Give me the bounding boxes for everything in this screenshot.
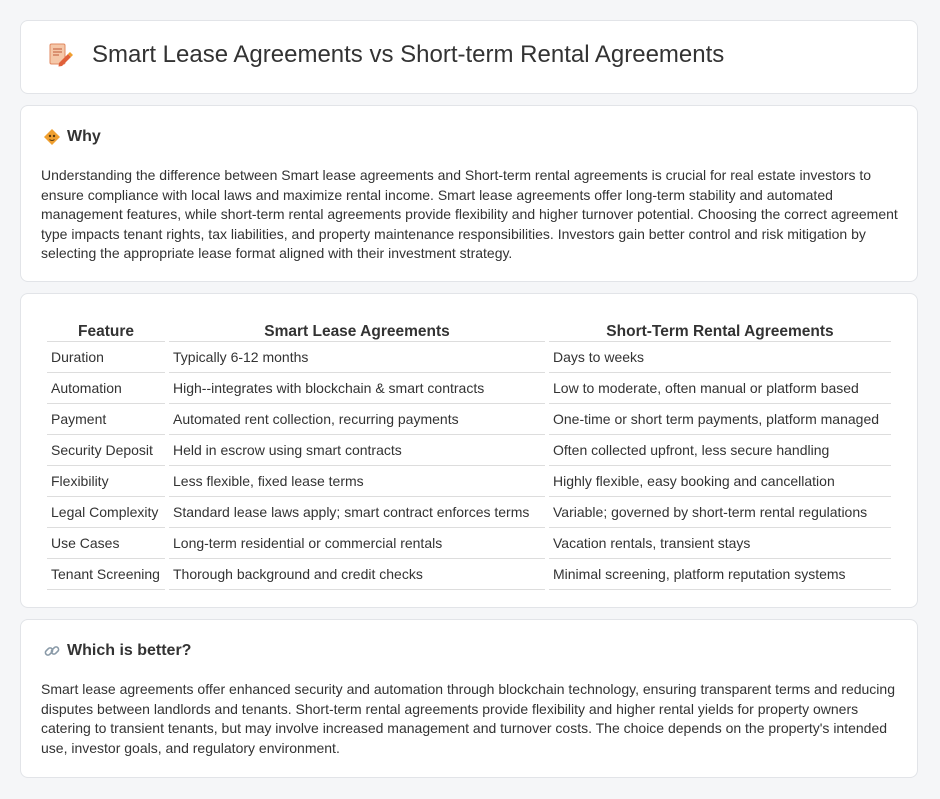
header-card <box>20 20 918 94</box>
short-term-cell: Highly flexible, easy booking and cancellation <box>549 466 891 497</box>
why-section <box>20 105 918 282</box>
header-short-term: Short-Term Rental Agreements <box>549 314 891 342</box>
which-is-better-section <box>20 619 918 778</box>
short-term-cell: Variable; governed by short-term rental regulations <box>549 497 891 528</box>
feature-cell: Tenant Screening <box>47 559 165 590</box>
page-title: Smart Lease Agreements vs Short-term Rental Agreements <box>92 41 725 68</box>
diamond-warning-icon <box>43 128 61 146</box>
document-edit-icon <box>45 41 73 69</box>
why-heading <box>43 128 101 146</box>
feature-cell: Payment <box>47 404 165 435</box>
header-smart-lease: Smart Lease Agreements <box>169 314 545 342</box>
link-icon <box>43 642 61 660</box>
better-title: Which is better? <box>67 642 192 659</box>
short-term-cell: Minimal screening, platform reputation systems <box>549 559 891 590</box>
table-row <box>47 497 891 528</box>
smart-lease-cell: Typically 6-12 months <box>169 342 545 373</box>
header-feature: Feature <box>47 314 165 342</box>
why-text: Understanding the difference between Smart lease agreements and Short-term rental agreements is crucial for real estate investors to ensure compliance with local laws and maximize rental income. Smart lease agreements offer long-term stability and automated management features, while short-term rental agreements provide flexibility and higher turnover potential. Choosing the correct agreement type impacts tenant rights, tax liabilities, and property maintenance responsibilities. Investors gain better control and risk mitigation by selecting the appropriate lease format aligned with their investment strategy. <box>41 167 898 261</box>
short-term-cell: Vacation rentals, transient stays <box>549 528 891 559</box>
smart-lease-cell: Held in escrow using smart contracts <box>169 435 545 466</box>
table-row <box>47 342 891 373</box>
smart-lease-cell: Long-term residential or commercial rentals <box>169 528 545 559</box>
table-row <box>47 559 891 590</box>
table-row <box>47 435 891 466</box>
smart-lease-cell: Standard lease laws apply; smart contract enforces terms <box>169 497 545 528</box>
better-text: Smart lease agreements offer enhanced security and automation through blockchain technology, ensuring transparent terms and reducing disputes between landlords and tenants. Short-term rental agreements provide flexibility and higher rental yields for property owners catering to transient tenants, but may involve increased management and turnover costs. The choice depends on the property's intended use, investor goals, and regulatory environment. <box>41 681 895 756</box>
short-term-cell: One-time or short term payments, platform managed <box>549 404 891 435</box>
comparison-section <box>20 293 918 608</box>
smart-lease-cell: Thorough background and credit checks <box>169 559 545 590</box>
short-term-cell: Days to weeks <box>549 342 891 373</box>
table-row <box>47 373 891 404</box>
feature-cell: Use Cases <box>47 528 165 559</box>
smart-lease-cell: Automated rent collection, recurring payments <box>169 404 545 435</box>
table-header-row <box>47 314 891 342</box>
title-row <box>45 41 724 69</box>
table-row <box>47 466 891 497</box>
smart-lease-cell: High--integrates with blockchain & smart contracts <box>169 373 545 404</box>
feature-cell: Duration <box>47 342 165 373</box>
better-heading <box>43 642 191 660</box>
short-term-cell: Low to moderate, often manual or platform based <box>549 373 891 404</box>
feature-cell: Automation <box>47 373 165 404</box>
table-row <box>47 404 891 435</box>
smart-lease-cell: Less flexible, fixed lease terms <box>169 466 545 497</box>
short-term-cell: Often collected upfront, less secure handling <box>549 435 891 466</box>
feature-cell: Flexibility <box>47 466 165 497</box>
feature-cell: Legal Complexity <box>47 497 165 528</box>
table-row <box>47 528 891 559</box>
why-title: Why <box>67 128 101 145</box>
feature-cell: Security Deposit <box>47 435 165 466</box>
comparison-table <box>43 314 895 590</box>
